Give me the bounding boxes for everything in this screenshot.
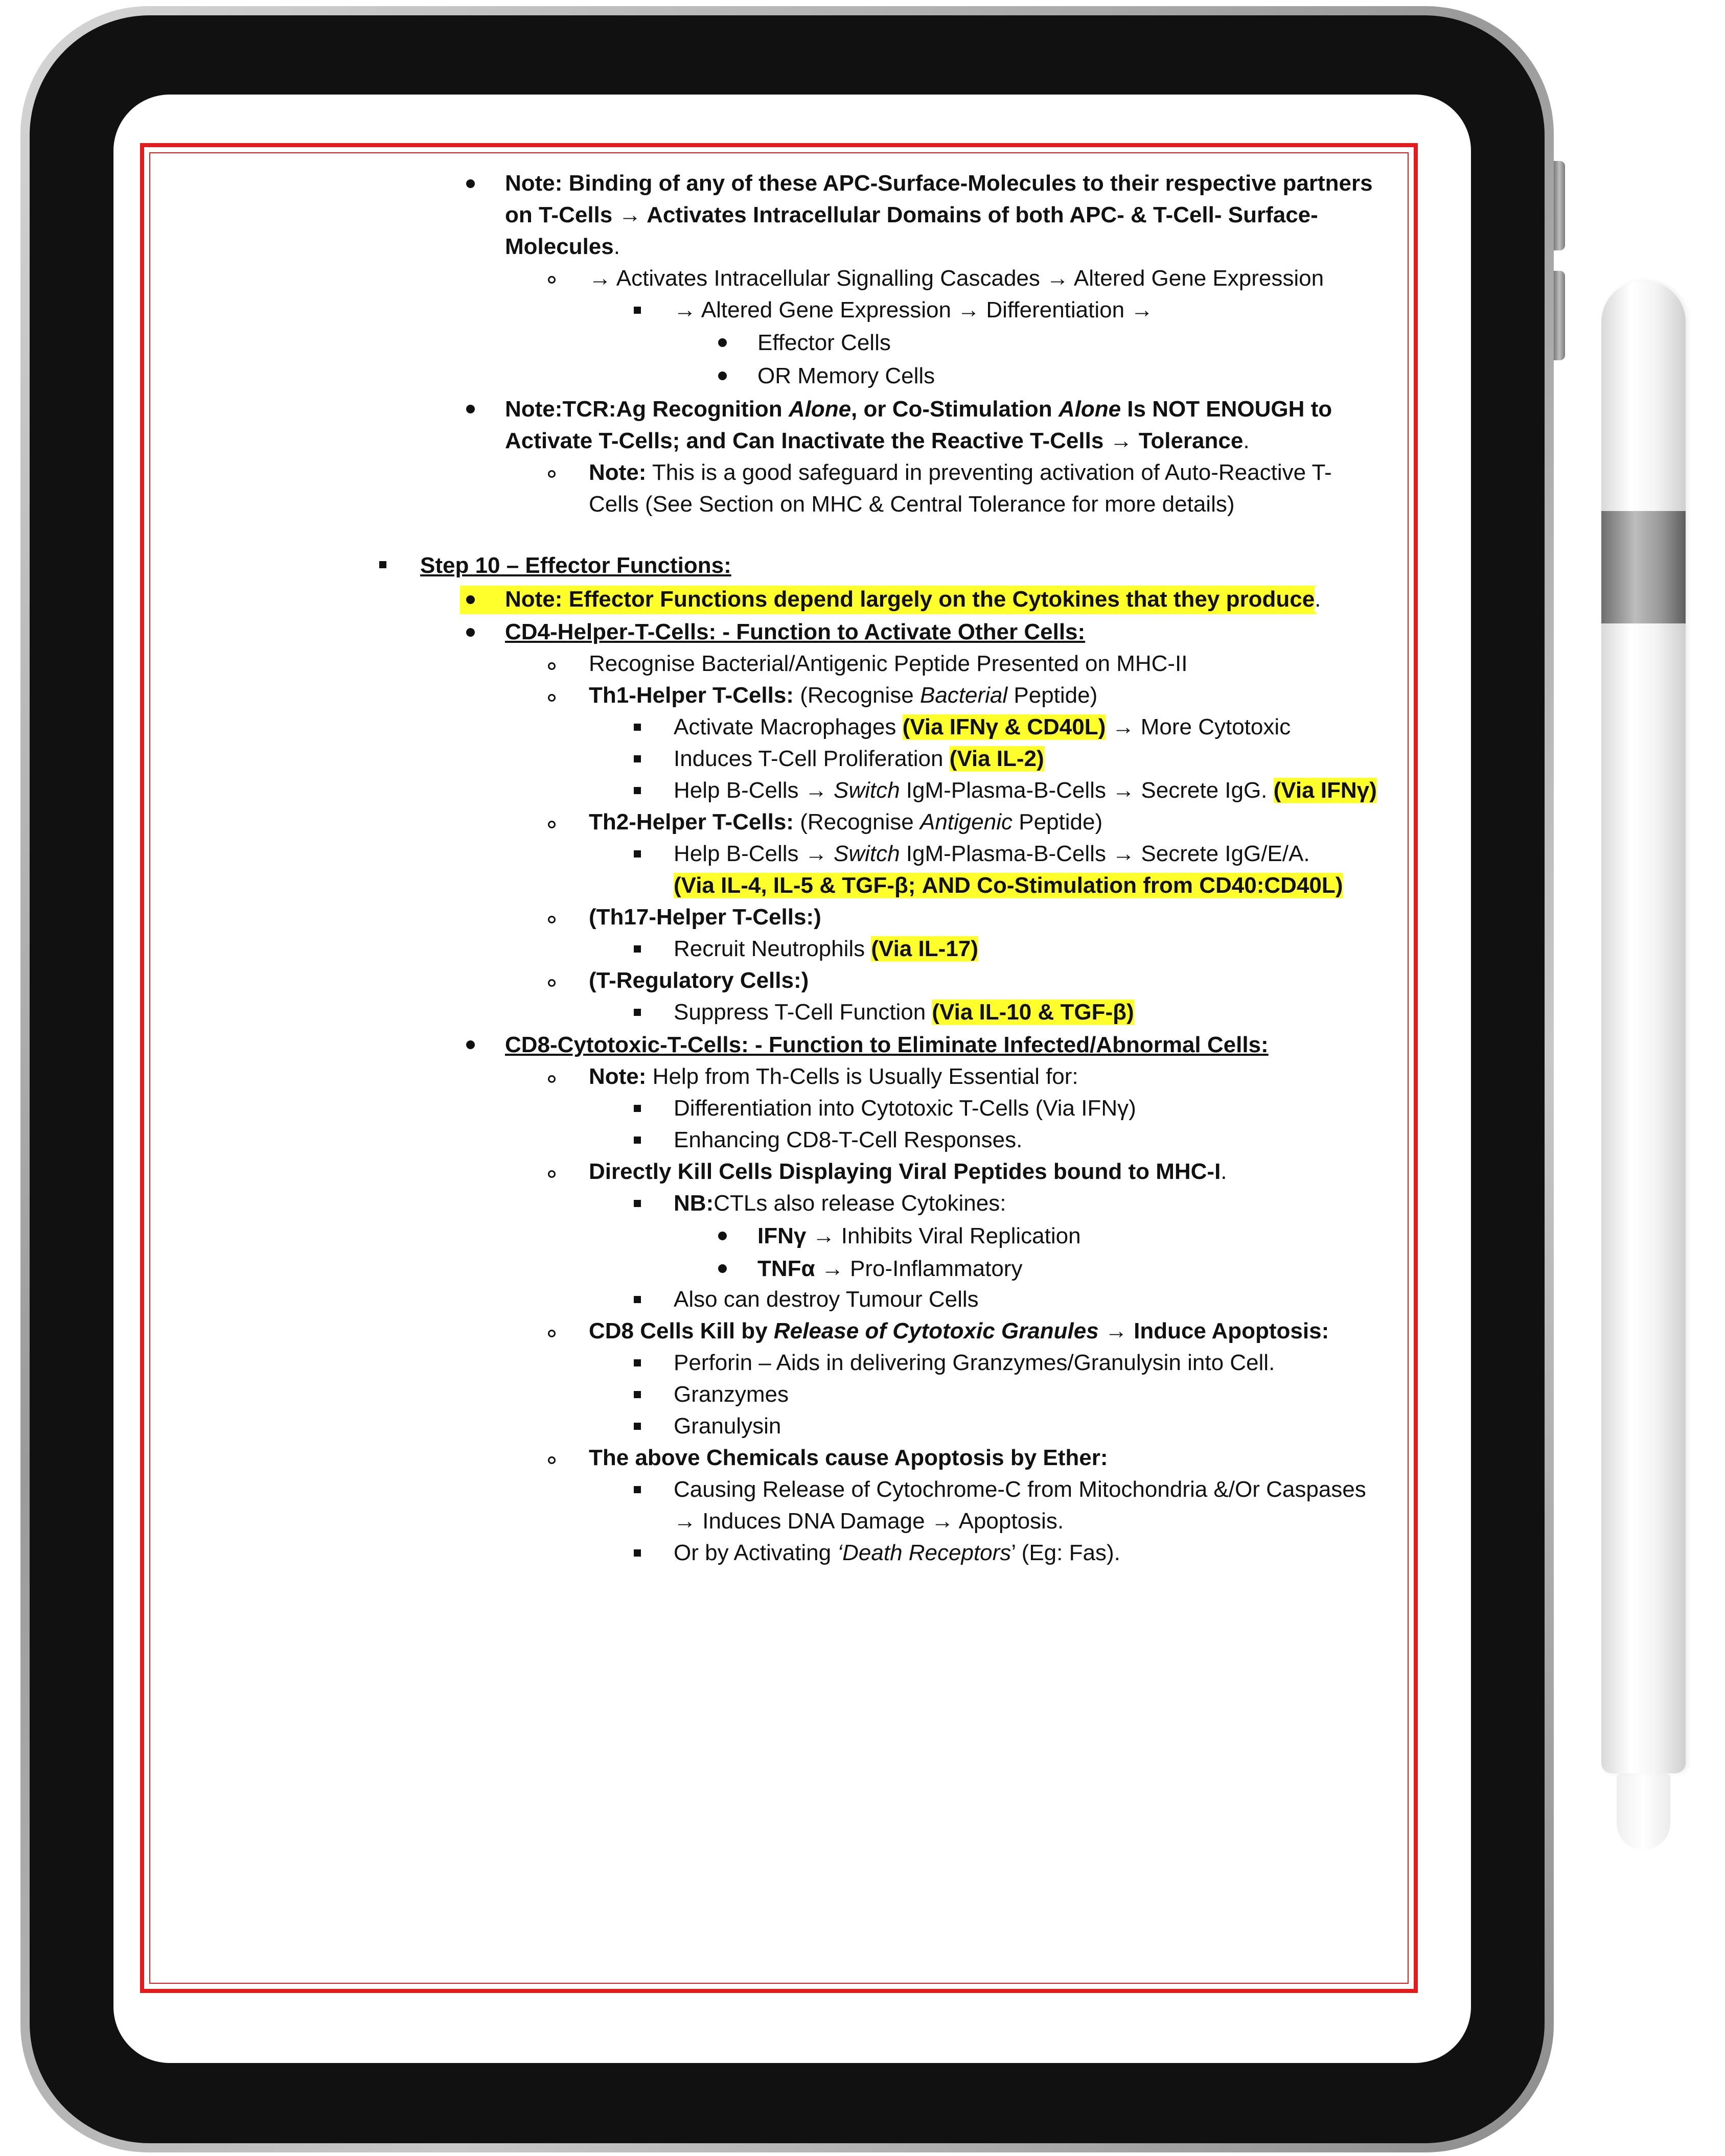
bullet-square-icon (634, 850, 641, 857)
text-line: Activate Macrophages (Via IFNγ & CD40L) → More Cytotoxic (674, 714, 1291, 739)
subsection-heading: CD4-Helper-T-Cells: - Function to Activate Other Cells: (505, 619, 1086, 644)
volume-up-button[interactable] (1554, 161, 1565, 250)
bullet-square-icon (634, 1549, 641, 1557)
text-line: Recognise Bacterial/Antigenic Peptide Presented on MHC-II (589, 651, 1188, 676)
text-line: → Activates Intracellular Signalling Cascades → Altered Gene Expression (589, 266, 1324, 291)
text-line: (Via IL-4, IL-5 & TGF-β; AND Co-Stimulation from CD40:CD40L) (674, 873, 1343, 898)
bullet-square-icon (634, 1296, 641, 1303)
bullet-dot-icon (466, 179, 475, 188)
bullet-square-icon (634, 1200, 641, 1207)
bullet-square-icon (634, 724, 641, 731)
text-line: Note: Help from Th-Cells is Usually Essential for: (589, 1064, 1078, 1089)
bullet-circle-icon (548, 276, 556, 284)
text-line: Or by Activating ‘Death Receptors’ (Eg: Fas). (674, 1540, 1120, 1565)
text-line: CD8 Cells Kill by Release of Cytotoxic Granules → Induce Apoptosis: (589, 1318, 1329, 1343)
bullet-square-icon (634, 1359, 641, 1366)
text-line: (T-Regulatory Cells:) (589, 968, 809, 993)
text-line: Granulysin (674, 1413, 781, 1439)
text-line: Recruit Neutrophils (Via IL-17) (674, 936, 978, 961)
text-line: Directly Kill Cells Displaying Viral Peptides bound to MHC-I. (589, 1159, 1227, 1184)
bullet-dot-icon (466, 628, 475, 637)
bullet-circle-icon (548, 1170, 556, 1178)
text-line: Note: Binding of any of these APC-Surface-Molecules to their respective partners (505, 171, 1373, 196)
text-line: OR Memory Cells (757, 363, 935, 388)
text-line: → Altered Gene Expression → Differentiation → (674, 297, 1154, 322)
bullet-dot-icon (718, 372, 727, 380)
text-line: Note: Effector Functions depend largely on the Cytokines that they produce. (505, 587, 1321, 612)
subsection-heading: CD8-Cytotoxic-T-Cells: - Function to Eliminate Infected/Abnormal Cells: (505, 1032, 1269, 1057)
text-line: Granzymes (674, 1382, 789, 1407)
text-line: → Induces DNA Damage → Apoptosis. (674, 1509, 1064, 1534)
text-line: on T-Cells → Activates Intracellular Domains of both APC- & T-Cell- Surface- (505, 202, 1318, 227)
text-line: Causing Release of Cytochrome-C from Mitochondria &/Or Caspases (674, 1477, 1366, 1502)
text-line: Effector Cells (757, 330, 891, 355)
bullet-dot-icon (466, 405, 475, 413)
text-line: Help B-Cells → Switch IgM-Plasma-B-Cells → Secrete IgG/E/A. (674, 841, 1310, 866)
volume-down-button[interactable] (1554, 271, 1565, 360)
bullet-square-icon (634, 1486, 641, 1493)
text-line: NB:CTLs also release Cytokines: (674, 1191, 1006, 1216)
bullet-square-icon (634, 755, 641, 762)
section-heading: Step 10 – Effector Functions: (420, 553, 731, 578)
text-line: The above Chemicals cause Apoptosis by Ether: (589, 1445, 1108, 1470)
bullet-square-icon (634, 1423, 641, 1430)
bullet-circle-icon (548, 916, 556, 923)
text-line: Th1-Helper T-Cells: (Recognise Bacterial Peptide) (589, 683, 1098, 708)
text-line: Perforin – Aids in delivering Granzymes/Granulysin into Cell. (674, 1350, 1275, 1375)
bullet-dot-icon (466, 1040, 475, 1049)
text-line: Differentiation into Cytotoxic T-Cells (Via IFNγ) (674, 1096, 1136, 1121)
text-line: Note: This is a good safeguard in preventing activation of Auto-Reactive T- (589, 460, 1332, 485)
bullet-circle-icon (548, 979, 556, 987)
bullet-circle-icon (548, 1456, 556, 1464)
text-line: Also can destroy Tumour Cells (674, 1287, 979, 1312)
text-line: Enhancing CD8-T-Cell Responses. (674, 1127, 1023, 1152)
text-line: TNFα → Pro-Inflammatory (757, 1256, 1023, 1281)
bullet-dot-icon (718, 1232, 727, 1240)
text-line: Note:TCR:Ag Recognition Alone, or Co-Stimulation Alone Is NOT ENOUGH to (505, 397, 1332, 422)
bullet-circle-icon (548, 662, 556, 670)
text-line: Suppress T-Cell Function (Via IL-10 & TGF-β) (674, 1000, 1134, 1025)
stylus-pencil (1601, 281, 1686, 1773)
bullet-square-icon (634, 1137, 641, 1144)
stylus-tip (1617, 1773, 1670, 1850)
bullet-circle-icon (548, 821, 556, 828)
bullet-circle-icon (548, 470, 556, 478)
bullet-square-icon (379, 561, 386, 568)
text-line: (Th17-Helper T-Cells:) (589, 905, 821, 930)
text-line: Molecules. (505, 234, 620, 259)
bullet-circle-icon (548, 1075, 556, 1083)
bullet-square-icon (634, 1105, 641, 1112)
bullet-square-icon (634, 945, 641, 953)
bullet-circle-icon (548, 1330, 556, 1337)
text-line: Help B-Cells → Switch IgM-Plasma-B-Cells → Secrete IgG. (Via IFNγ) (674, 778, 1377, 803)
text-line: Induces T-Cell Proliferation (Via IL-2) (674, 746, 1044, 771)
bullet-square-icon (634, 307, 641, 314)
bullet-circle-icon (548, 694, 556, 702)
stylus-band (1601, 511, 1686, 623)
text-line: IFNγ → Inhibits Viral Replication (757, 1223, 1081, 1248)
bullet-square-icon (634, 1391, 641, 1398)
text-line: Cells (See Section on MHC & Central Tolerance for more details) (589, 492, 1235, 517)
bullet-square-icon (634, 1009, 641, 1016)
text-line: Th2-Helper T-Cells: (Recognise Antigenic Peptide) (589, 809, 1103, 834)
bullet-dot-icon (718, 1264, 727, 1273)
text-line: Activate T-Cells; and Can Inactivate the Reactive T-Cells → Tolerance. (505, 428, 1250, 453)
bullet-dot-icon (718, 338, 727, 347)
bullet-square-icon (634, 787, 641, 794)
bullet-dot-icon (466, 595, 475, 604)
